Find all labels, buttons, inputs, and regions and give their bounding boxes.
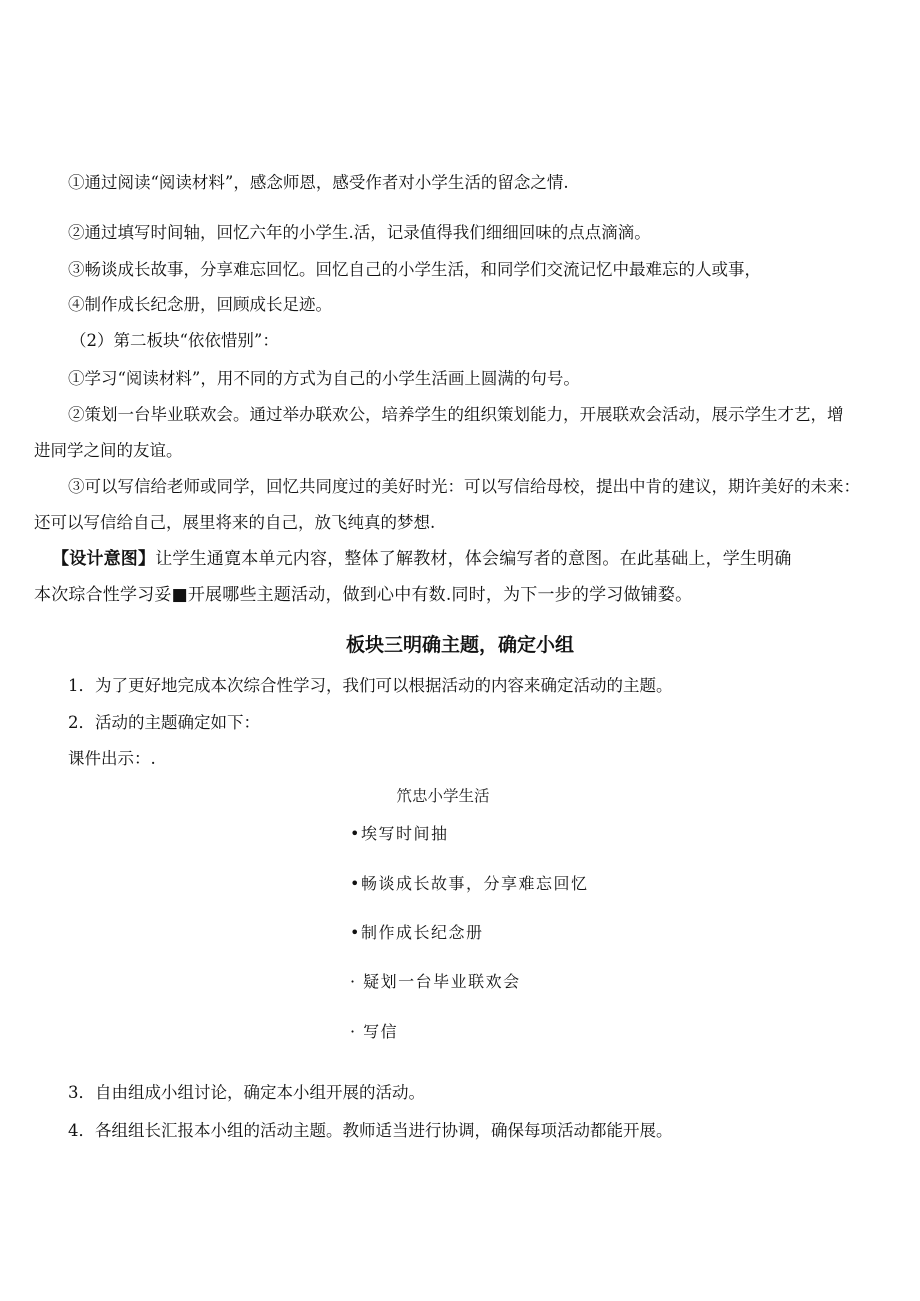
courseware-item-5: · 写信 [350, 1022, 399, 1041]
paragraph-3: ③畅谈成长故事，分享难忘回忆。回忆自己的小学生活，和同学们交流记忆中最难忘的人或事， [68, 260, 761, 279]
courseware-label: 课件出示：. [68, 749, 156, 768]
courseware-item-4: · 疑划一台毕业联欢会 [350, 972, 521, 991]
courseware-title: 笊忠小学生活 [396, 787, 490, 805]
step-1: 1．为了更好地完成本次综合性学习，我们可以根据活动的内容来确定活动的主题。 [68, 676, 673, 695]
design-intent-line-2: 本次琮合性学习妥■开展哪些主题活动，做到心中有数.同时，为下一步的学习做铺婺。 [34, 585, 693, 605]
design-intent-tag: 【设计意图】 [52, 549, 156, 569]
design-intent-line-1 [52, 548, 792, 570]
courseware-item-3: •制作成长纪念册 [350, 923, 484, 942]
step-2: 2．活动的主题确定如下： [68, 713, 260, 732]
section-title: 板块三明确主题，确定小组 [345, 634, 574, 656]
paragraph-6: ①学习“阅读材料”，用不同的方式为自己的小学生活画上圆满的句号。 [68, 369, 580, 388]
paragraph-4: ④制作成长纪念册，回顾成长足迹。 [68, 295, 332, 314]
section-2-heading: （2）第二板块“依依惜别”： [70, 331, 279, 350]
paragraph-2: ②通过填写时间轴，回忆六年的小学生.活，记录值得我们细细回味的点点滴滴。 [68, 223, 651, 242]
paragraph-8-line-1: ③可以写信给老师或同学，回忆共同度过的美好时光：可以写信给母校，提出中肯的建议，期许美好的未来： [68, 477, 860, 496]
paragraph-7-line-2: 进同学之间的友谊。 [34, 441, 183, 460]
design-intent-text-1: 让学生通寛本单元内容，整体了解教材，体会编写者的意图。在此基础上，学生明确 [155, 549, 792, 569]
courseware-item-1: •埃写时间抽 [350, 824, 449, 843]
paragraph-7-line-1: ②策划一台毕业联欢会。通过举办联欢公，培养学生的组织策划能力，开展联欢会活动，展示学生才艺，增 [68, 405, 844, 424]
paragraph-8-line-2: 还可以写信给自己，展里将来的自己，放飞纯真的梦想. [34, 513, 436, 532]
paragraph-1: ①通过阅读“阅读材料”，感念师恩，感受作者对小学生活的留念之情. [68, 173, 569, 192]
step-4: 4．各组组长汇报本小组的活动主题。教师适当进行协调，确保每项活动都能开展。 [68, 1121, 673, 1140]
step-3: 3．自由组成小组讨论，确定本小组开展的活动。 [68, 1083, 425, 1102]
courseware-item-2: •畅谈成长故事，分享难忘回忆 [350, 874, 589, 893]
